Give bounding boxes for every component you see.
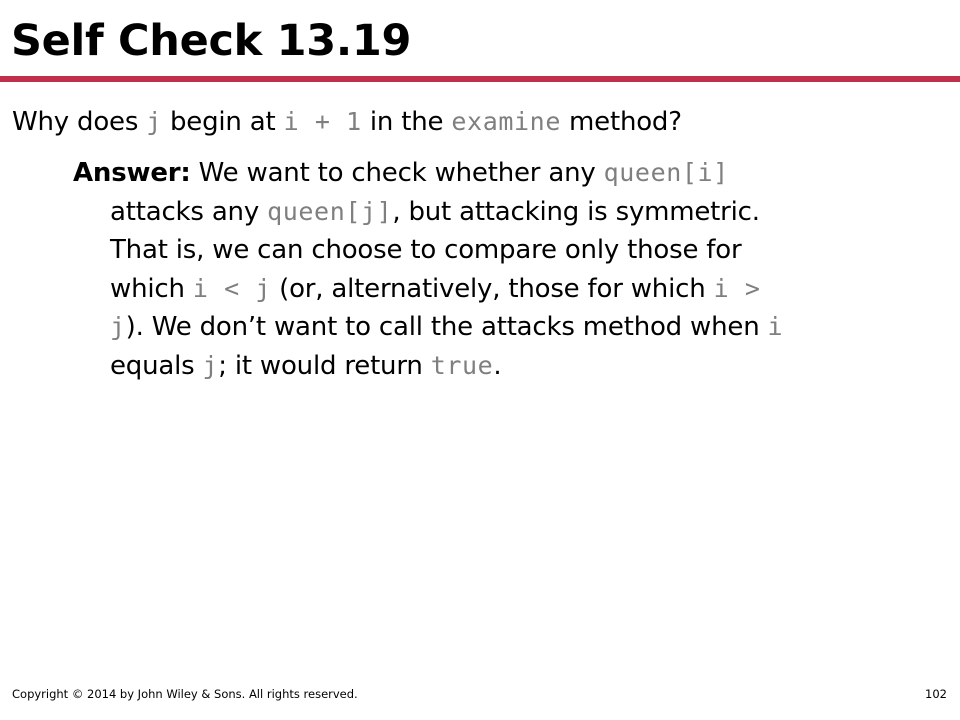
answer-line-4 bbox=[73, 270, 933, 309]
title-divider bbox=[0, 76, 960, 82]
answer-code: i > bbox=[713, 273, 761, 303]
question-code-examine: examine bbox=[451, 107, 561, 136]
answer-block bbox=[73, 154, 933, 385]
question-segment: begin at bbox=[161, 107, 284, 137]
answer-code: j bbox=[202, 350, 219, 380]
answer-segment: which bbox=[110, 273, 193, 304]
answer-segment: . bbox=[493, 350, 502, 381]
slide-title: Self Check 13.19 bbox=[11, 16, 412, 66]
answer-code: true bbox=[430, 350, 494, 380]
answer-line-6 bbox=[73, 347, 933, 386]
question-segment: method? bbox=[560, 107, 682, 137]
question-code-i-plus-1: i + 1 bbox=[283, 107, 362, 136]
answer-code: i < j bbox=[192, 273, 272, 303]
answer-code: j bbox=[110, 312, 126, 341]
question-code-j: j bbox=[146, 107, 162, 136]
answer-line-1 bbox=[73, 154, 933, 193]
answer-segment: , but attacking is symmetric. bbox=[392, 196, 760, 227]
answer-segment: equals bbox=[110, 350, 203, 381]
answer-segment: ; it would return bbox=[218, 350, 431, 381]
answer-code: i bbox=[767, 312, 784, 341]
answer-code: queen[j] bbox=[267, 196, 393, 226]
answer-segment: attacks any bbox=[110, 196, 268, 227]
answer-segment: ). We don’t want to call the attacks method when bbox=[125, 312, 768, 342]
footer-copyright: Copyright © 2014 by John Wiley & Sons. All rights reserved. bbox=[12, 687, 358, 701]
answer-line-3 bbox=[73, 231, 933, 270]
page-number: 102 bbox=[925, 687, 947, 701]
answer-segment: We want to check whether any bbox=[190, 158, 604, 188]
answer-line-2 bbox=[73, 193, 933, 232]
question-segment: in the bbox=[361, 107, 452, 137]
answer-segment: (or, alternatively, those for which bbox=[271, 273, 714, 304]
answer-code: queen[i] bbox=[603, 158, 729, 187]
question-segment: Why does bbox=[12, 107, 147, 137]
answer-label: Answer: bbox=[73, 158, 191, 188]
answer-line-5 bbox=[73, 308, 933, 347]
answer-segment: That is, we can choose to compare only those for bbox=[110, 235, 742, 265]
question-text bbox=[12, 103, 682, 141]
